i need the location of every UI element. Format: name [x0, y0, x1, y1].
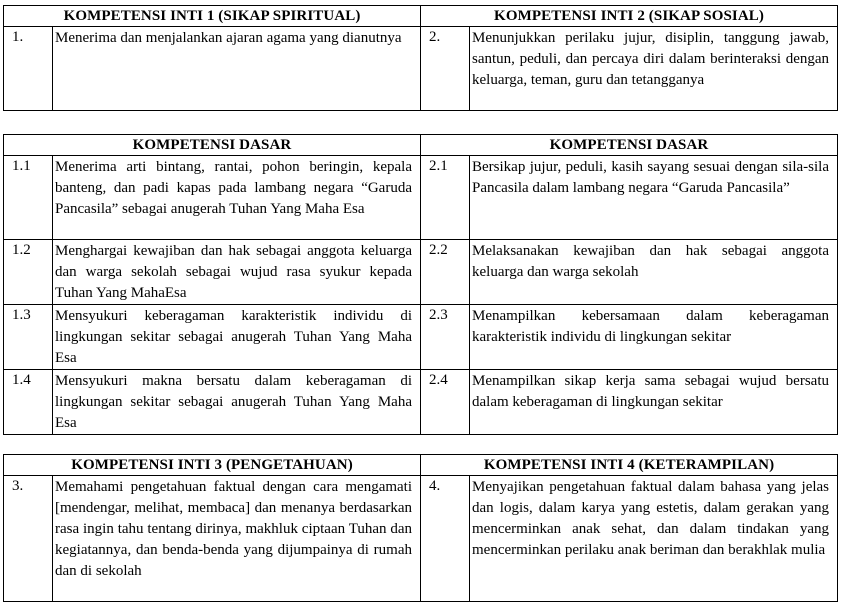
- ki1-header: KOMPETENSI INTI 1 (SIKAP SPIRITUAL): [4, 6, 421, 27]
- kd-number: 2.4: [421, 370, 470, 435]
- table-row: [4, 476, 838, 602]
- ki3-number: 3.: [4, 476, 53, 602]
- ki2-text: Menunjukkan perilaku jujur, disiplin, tanggung jawab, santun, peduli, dan percaya diri dalam berinteraksi dengan keluarga, teman, guru dan tetangganya: [470, 27, 838, 111]
- table-row: [4, 27, 838, 111]
- kd-number: 1.1: [4, 156, 53, 240]
- kd-left-header: KOMPETENSI DASAR: [4, 135, 421, 156]
- kd-number: 2.3: [421, 305, 470, 370]
- table-row: [4, 156, 838, 240]
- table-row: [4, 370, 838, 435]
- ki4-header: KOMPETENSI INTI 4 (KETERAMPILAN): [421, 455, 838, 476]
- ki2-header: KOMPETENSI INTI 2 (SIKAP SOSIAL): [421, 6, 838, 27]
- kd-number: 1.2: [4, 240, 53, 305]
- ki4-number: 4.: [421, 476, 470, 602]
- basic-competency-table: [3, 134, 838, 435]
- ki2-number: 2.: [421, 27, 470, 111]
- kd-text: Menghargai kewajiban dan hak sebagai anggota keluarga dan warga sekolah sebagai wujud rasa syukur kepada Tuhan Yang MahaEsa: [53, 240, 421, 305]
- kd-text: Mensyukuri makna bersatu dalam keberagaman di lingkungan sekitar sebagai anugerah Tuhan Yang Maha Esa: [53, 370, 421, 435]
- kd-text: Menampilkan kebersamaan dalam keberagaman karakteristik individu di lingkungan sekitar: [470, 305, 838, 370]
- kd-text: Bersikap jujur, peduli, kasih sayang sesuai dengan sila-sila Pancasila dalam lambang negara “Garuda Pancasila”: [470, 156, 838, 240]
- kd-number: 2.2: [421, 240, 470, 305]
- ki4-text: Menyajikan pengetahuan faktual dalam bahasa yang jelas dan logis, dalam karya yang estetis, dalam gerakan yang mencerminkan anak sehat, dan dalam tindakan yang mencerminkan perilaku anak beriman dan berakhlak mulia: [470, 476, 838, 602]
- core-competency-table-1-2: [3, 5, 838, 111]
- kd-text: Mensyukuri keberagaman karakteristik individu di lingkungan sekitar sebagai anugerah Tuhan Yang Maha Esa: [53, 305, 421, 370]
- header-row: [4, 135, 838, 156]
- kd-number: 2.1: [421, 156, 470, 240]
- ki3-header: KOMPETENSI INTI 3 (PENGETAHUAN): [4, 455, 421, 476]
- table-row: [4, 305, 838, 370]
- core-competency-table-3-4: [3, 454, 838, 602]
- kd-right-header: KOMPETENSI DASAR: [421, 135, 838, 156]
- header-row: [4, 6, 838, 27]
- kd-number: 1.3: [4, 305, 53, 370]
- kd-text: Melaksanakan kewajiban dan hak sebagai anggota keluarga dan warga sekolah: [470, 240, 838, 305]
- header-row: [4, 455, 838, 476]
- ki1-text: Menerima dan menjalankan ajaran agama yang dianutnya: [53, 27, 421, 111]
- kd-text: Menampilkan sikap kerja sama sebagai wujud bersatu dalam keberagaman di lingkungan sekitar: [470, 370, 838, 435]
- table-row: [4, 240, 838, 305]
- kd-number: 1.4: [4, 370, 53, 435]
- ki3-text: Memahami pengetahuan faktual dengan cara mengamati [mendengar, melihat, membaca] dan menanya berdasarkan rasa ingin tahu tentang dirinya, makhluk ciptaan Tuhan dan kegiatannya, dan benda-benda yang dijumpainya di rumah dan di sekolah: [53, 476, 421, 602]
- ki1-number: 1.: [4, 27, 53, 111]
- kd-text: Menerima arti bintang, rantai, pohon beringin, kepala banteng, dan padi kapas pada lambang negara “Garuda Pancasila” sebagai anugerah Tuhan Yang Maha Esa: [53, 156, 421, 240]
